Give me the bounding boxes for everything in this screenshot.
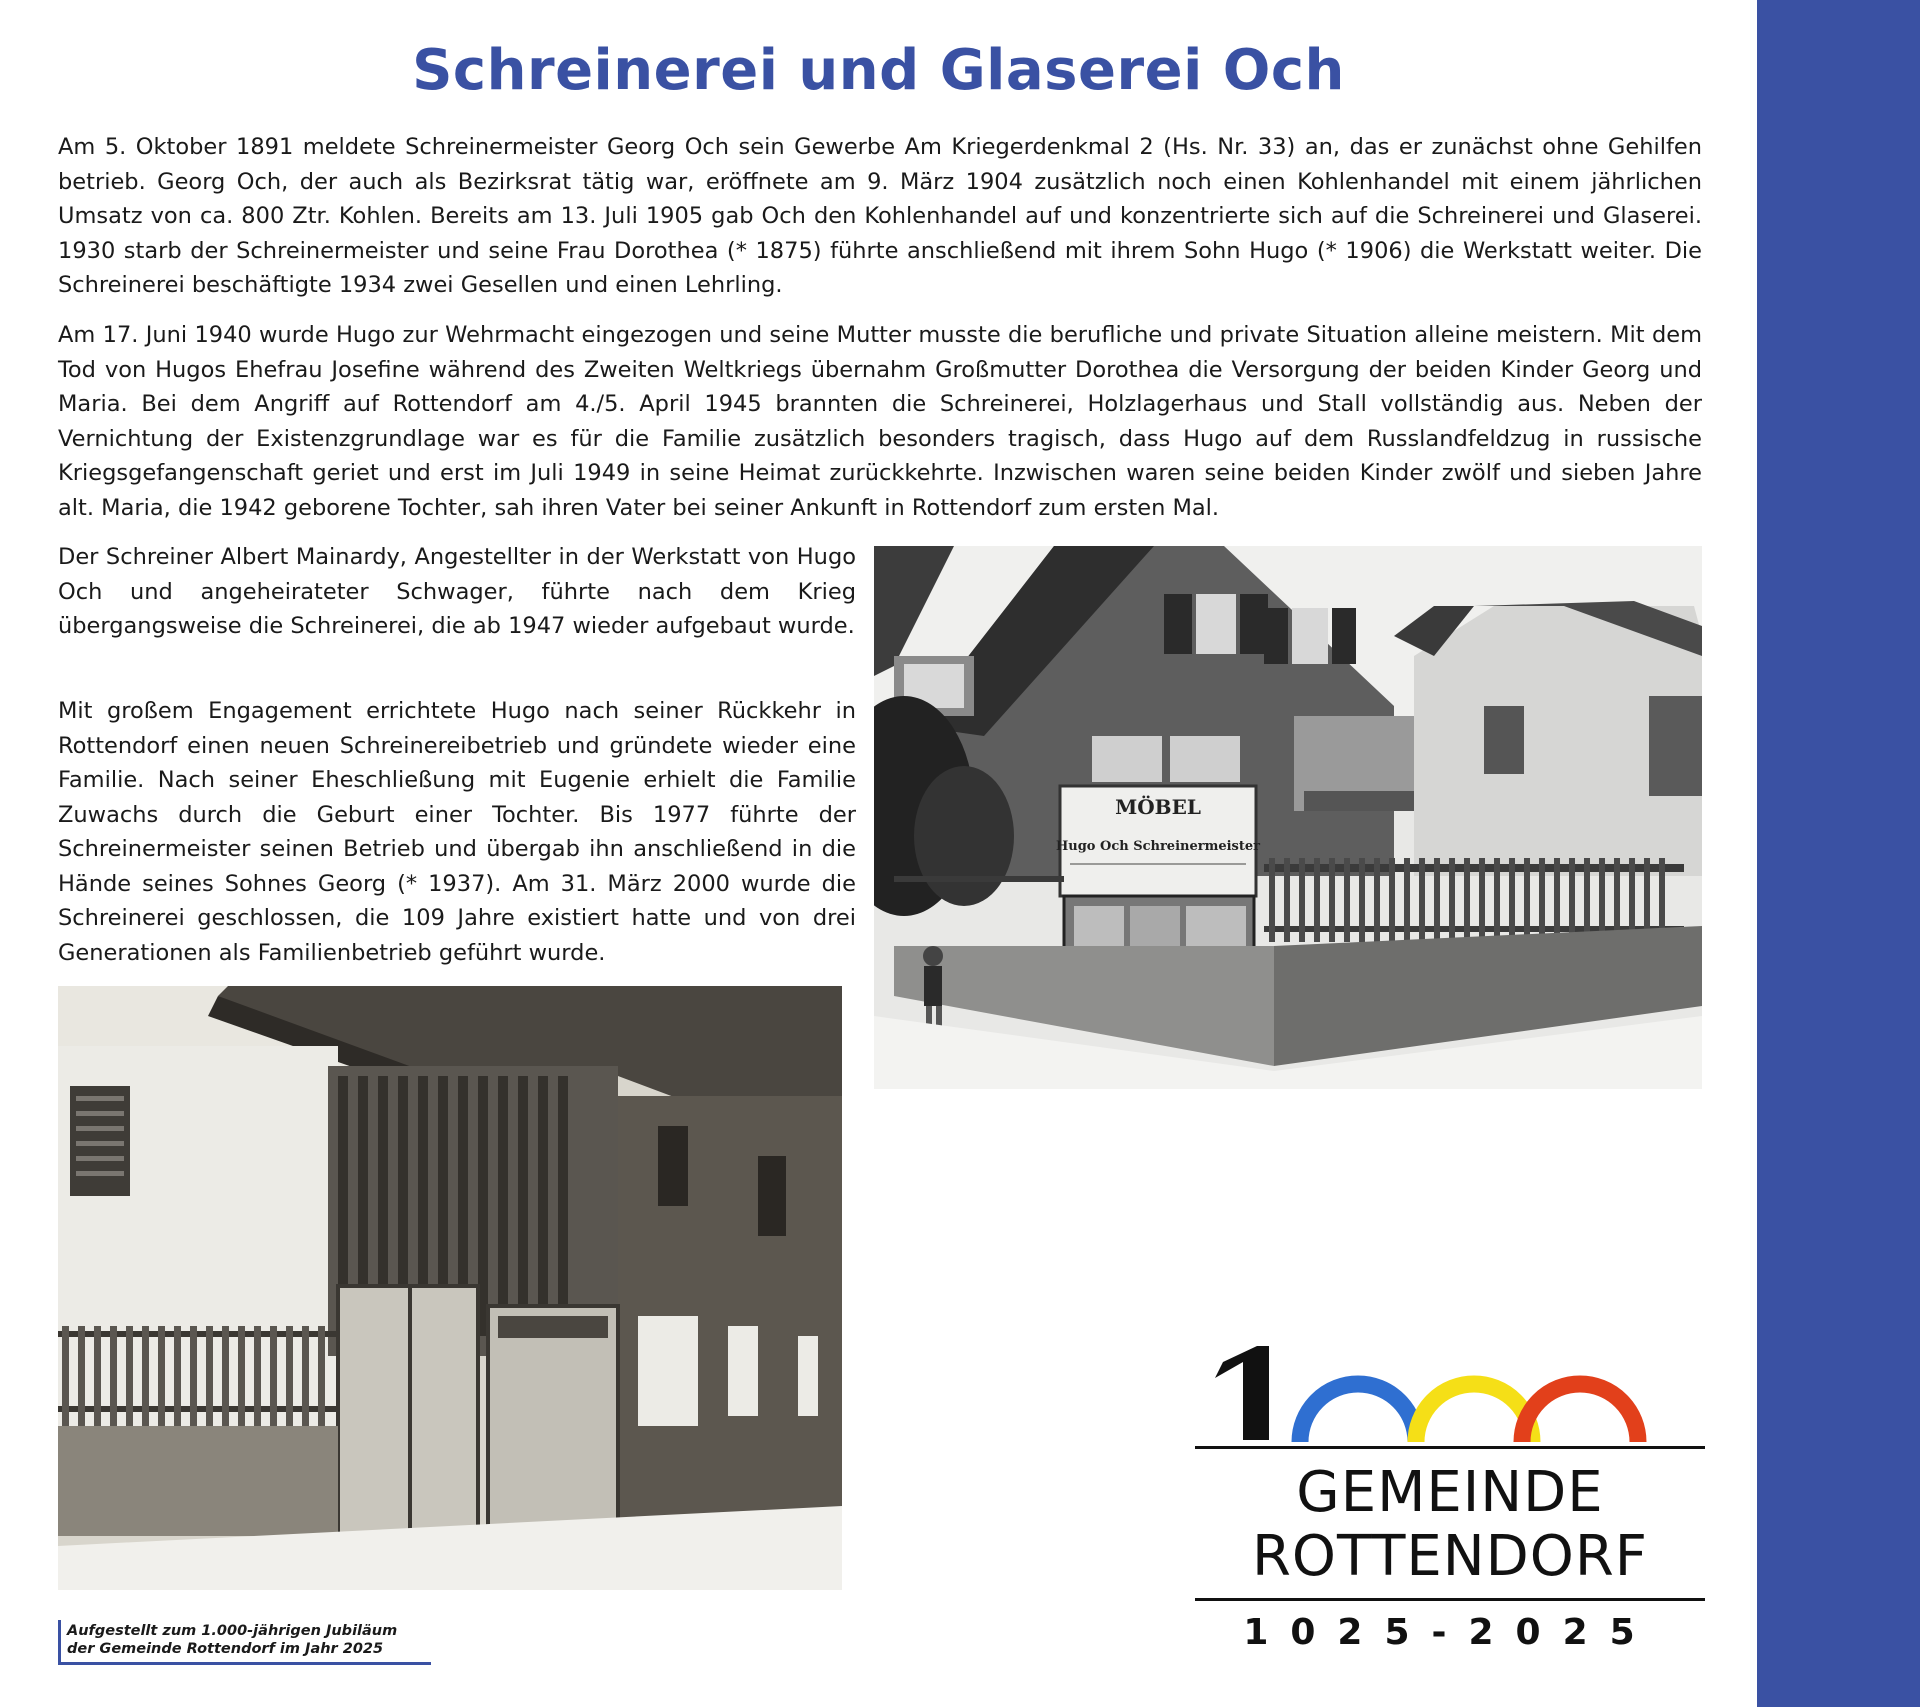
blue-side-band (1757, 0, 1920, 1707)
logo-ring-blue (1300, 1384, 1416, 1442)
page-title: Schreinerei und Glaserei Och (412, 38, 1345, 103)
paragraph-1: Am 5. Oktober 1891 meldete Schreinermeister Georg Och sein Gewerbe Am Kriegerdenkmal 2 (Hs. Nr. 33) an, das er zunächst ohne Gehilfen betrieb. Georg Och, der auch als Bezirksrat tätig war, eröffnete am 9. März 1904 zusätzlich noch einen Kohlenhandel mit einem jährlichen Umsatz von ca. 800 Ztr. Kohlen. Bereits am 13. Juli 1905 gab Och den Kohlenhandel auf und konzentrierte sich auf die Schreinerei und Glaserei. 1930 starb der Schreinermeister und seine Frau Dorothea (* 1875) führte anschließend mit ihrem Sohn Hugo (* 1906) die Werkstatt weiter. Die Schreinerei beschäftigte 1934 zwei Gesellen und einen Lehrling. (58, 134, 1702, 298)
logo-bottom-rule (1195, 1598, 1705, 1601)
sign-moebel-text: MÖBEL (1115, 795, 1201, 819)
caption-line-1: Aufgestellt zum 1.000-jährigen Jubiläum (67, 1623, 398, 1639)
paragraph-3: Der Schreiner Albert Mainardy, Angestellter in der Werkstatt von Hugo Och und angeheirateter Schwager, führte nach dem Krieg übergangsweise die Schreinerei, die ab 1947 wieder aufgebaut wurde. (58, 544, 856, 639)
logo-digit-one (1215, 1346, 1269, 1440)
logo-years: 1025-2025 (1243, 1612, 1657, 1653)
photo-workshop-building (58, 986, 842, 1590)
photo-shop-house (874, 546, 1702, 1089)
logo-gemeinde: GEMEINDE (1296, 1460, 1604, 1525)
paragraph-2: Am 17. Juni 1940 wurde Hugo zur Wehrmacht eingezogen und seine Mutter musste die berufliche und private Situation alleine meistern. Mit dem Tod von Hugos Ehefrau Josefine während des Zweiten Weltkriegs übernahm Großmutter Dorothea die Versorgung der beiden Kinder Georg und Maria. Bei dem Angriff auf Rottendorf am 4./5. April 1945 brannten die Schreinerei, Holzlagerhaus und Stall vollständig aus. Neben der Vernichtung der Existenzgrundlage war es für die Familie zusätzlich besonders tragisch, dass Hugo auf dem Russlandfeldzug in russische Kriegsgefangenschaft geriet und erst im Juli 1949 in seine Heimat zurückkehrte. Inzwischen waren seine beiden Kinder zwölf und sieben Jahre alt. Maria, die 1942 geborene Tochter, sah ihren Vater bei seiner Ankunft in Rottendorf zum ersten Mal. (58, 322, 1702, 521)
logo-rottendorf: ROTTENDORF (1251, 1524, 1648, 1589)
caption-line-2: der Gemeinde Rottendorf im Jahr 2025 (67, 1641, 384, 1657)
paragraph-4: Mit großem Engagement errichtete Hugo nach seiner Rückkehr in Rottendorf einen neuen Schreinereibetrieb und gründete wieder eine Familie. Nach seiner Eheschließung mit Eugenie erhielt die Familie Zuwachs durch die Geburt einer Tochter. Bis 1977 führte der Schreinermeister seinen Betrieb und übergab ihn anschließend in die Hände seines Sohnes Georg (* 1937). Am 31. März 2000 wurde die Schreinerei geschlossen, die 109 Jahre existiert hatte und von drei Generationen als Familienbetrieb geführt wurde. (58, 698, 856, 966)
logo-number-text: 1000 (1195, 1340, 1198, 1341)
caption-box (58, 1620, 431, 1665)
logo-top-rule (1195, 1446, 1705, 1449)
anniversary-logo (1195, 1340, 1705, 1660)
sign-name-text: Hugo Och Schreinermeister (1055, 839, 1261, 854)
